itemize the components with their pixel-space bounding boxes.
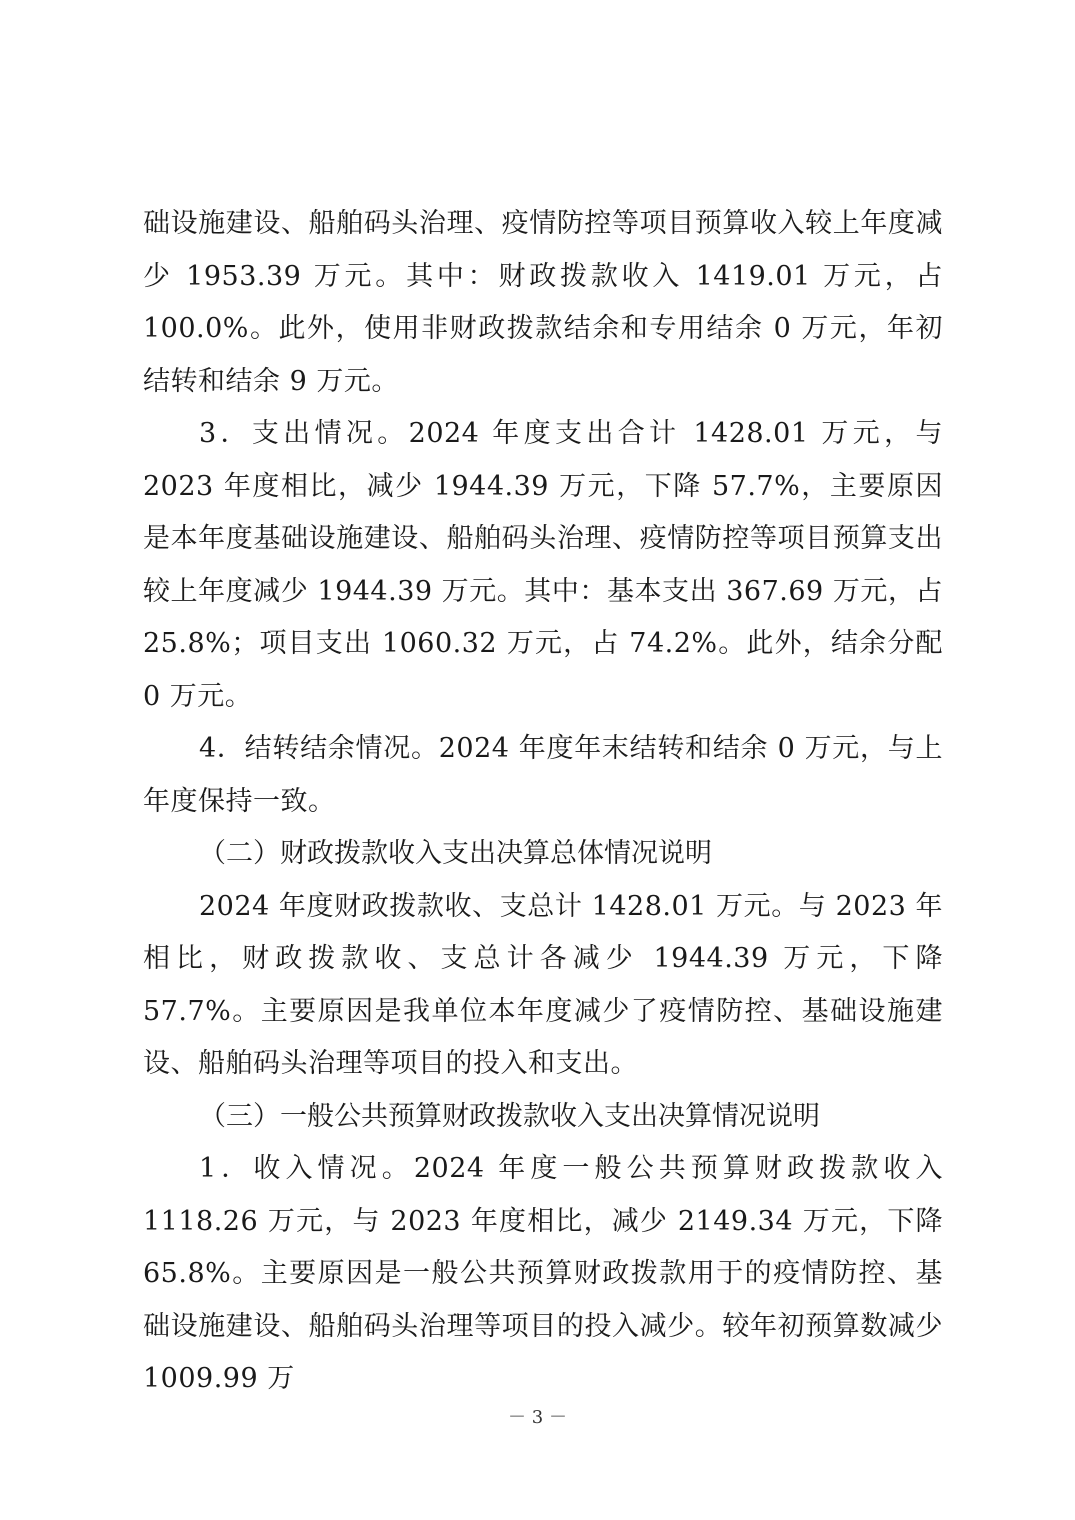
paragraph-expenditure: 3．支出情况。2024 年度支出合计 1428.01 万元，与 2023 年度相比，减少 1944.39 万元，下降 57.7%，主要原因是本年度基础设施建设、船舶码头治理、疫情防控等项目预算支出较上年度减少 1944.39 万元。其中：基本支出 367.69 万元，占 25.8%；项目支出 1060.32 万元，占 74.2%。此外，结余分配 0 万元。 — [143, 418, 943, 712]
paragraph-fiscal-appropriation: 2024 年度财政拨款收、支总计 1428.01 万元。与 2023 年相比，财政拨款收、支总计各减少 1944.39 万元，下降 57.7%。主要原因是我单位本年度减少了疫情防控、基础设施建设、船舶码头治理等项目的投入和支出。 — [143, 890, 943, 1079]
paragraph-general-public-budget-income: 1．收入情况。2024 年度一般公共预算财政拨款收入 1118.26 万元，与 2023 年度相比，减少 2149.34 万元，下降 65.8%。主要原因是一般公共预算财政拨款用于的疫情防控、基础设施建设、船舶码头治理等项目的投入减少。较年初预算数减少 1009.99 万 — [143, 1153, 943, 1394]
section-heading-general-public-budget: （三）一般公共预算财政拨款收入支出决算情况说明 — [199, 1100, 820, 1132]
section-heading-fiscal-appropriation: （二）财政拨款收入支出决算总体情况说明 — [199, 838, 712, 869]
paragraph-income-continued: 础设施建设、船舶码头治理、疫情防控等项目预算收入较上年度减少 1953.39 万元。其中：财政拨款收入 1419.01 万元，占 100.0%。此外，使用非财政拨款结余和专用结余 0 万元，年初结转和结余 9 万元。 — [143, 208, 943, 397]
paragraph-carryover: 4．结转结余情况。2024 年度年末结转和结余 0 万元，与上年度保持一致。 — [143, 733, 943, 817]
document-body — [143, 198, 943, 1406]
page-number: － 3 － — [508, 1407, 567, 1428]
